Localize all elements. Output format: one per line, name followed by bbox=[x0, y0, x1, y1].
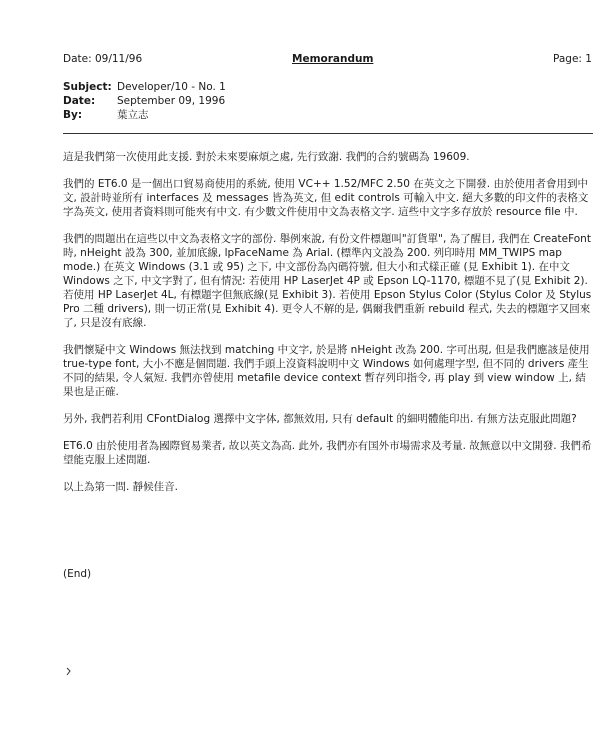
paragraph: 我們的問題出在這些以中文為表格文字的部份. 舉例來說, 有份文件標題叫"訂貨單", 為了醒目, 我們在 CreateFont 時, nHeight 設為 300, 並加底線, lpFaceName 為 Arial. (標準內文設為 200. 列印時用 MM_TWIPS map mode.) 在英文 Windows (3.1 或 95) 之下, 中文部份為內碼符號, 但大小和式樣正確 (見 Exhibit 1). 在中文 Windows 之下, 中文字對了, 但有情況: 若使用 HP LaserJet 4P 或 Epson LQ-1170, 標題不見了(見 Exhibit 2). 若使用 HP LaserJet 4L, 有標題字但無底線(見 Exhibit 3). 若使用 Epson Stylus Color (Stylus Color 及 Stylus Pro 二種 drivers), 則一切正常(見 Exhibit 4). 更令人不解的是, 偶爾我們重新 rebuild 程式, 失去的標題字又回來了, 只是沒有底線. bbox=[63, 233, 592, 329]
paragraph: ET6.0 由於使用者為國際貿易業者, 故以英文為高. 此外, 我們亦有国外市場需求及考量. 故無意以中文開發. 我們希望能克服上述問題. bbox=[63, 440, 592, 466]
date-label: Date: bbox=[63, 95, 96, 107]
memo-body bbox=[63, 150, 593, 507]
subject-label: Subject: bbox=[63, 81, 112, 93]
author-row bbox=[63, 108, 226, 122]
paragraph: 我們的 ET6.0 是一個出口貿易商使用的系統, 使用 VC++ 1.52/MFC 2.50 在英文之下開發. 由於使用者會用到中文, 設計時並所有 interfaces 及 messages 皆為英文, 但 edit controls 可輸入中文. 絕大多數的印文件的表格文字為英文, 使用者資料則可能夾有中文. 有少數文件使用中文為表格文字. 這些中文字多存放於 resource file 中. bbox=[63, 178, 589, 218]
page-number: Page: 1 bbox=[553, 53, 592, 65]
memo-title: Memorandum bbox=[292, 53, 374, 65]
end-marker: (End) bbox=[63, 568, 92, 580]
author-label: By: bbox=[63, 109, 83, 121]
subject-row bbox=[63, 80, 226, 94]
paragraph: 我們懷疑中文 Windows 無法找到 matching 中文字, 於是將 nHeight 改為 200. 字可出現, 但是我們應該是使用 true-type font, 大小不應是個問題. 我們手頭上沒資料說明中文 Windows 如何處理字型, 但不同的 drivers 產生不同的結果, 令人氣短. 我們亦曾使用 metafile device context 暫存列印指令, 再 play 到 view window 上, 結果也是正確. bbox=[63, 344, 590, 398]
scan-mark-icon bbox=[66, 667, 72, 677]
header-date: Date: 09/11/96 bbox=[63, 53, 143, 65]
paragraph: 這是我們第一次使用此支援. 對於未來要麻煩之處, 先行致謝. 我們的合約號碼為 19609. bbox=[63, 151, 470, 163]
paragraph: 另外, 我們若利用 CFontDialog 選擇中文字体, 都無效用, 只有 default 的細明體能印出. 有無方法克服此問題? bbox=[63, 413, 577, 425]
memo-meta bbox=[63, 80, 226, 122]
scan-mark bbox=[66, 667, 72, 680]
header-divider bbox=[63, 133, 593, 134]
author-value: 葉立志 bbox=[117, 109, 149, 121]
date-value: September 09, 1996 bbox=[117, 95, 226, 107]
subject-value: Developer/10 - No. 1 bbox=[117, 81, 226, 93]
date-row bbox=[63, 94, 226, 108]
paragraph: 以上為第一問. 靜候佳音. bbox=[63, 481, 179, 493]
